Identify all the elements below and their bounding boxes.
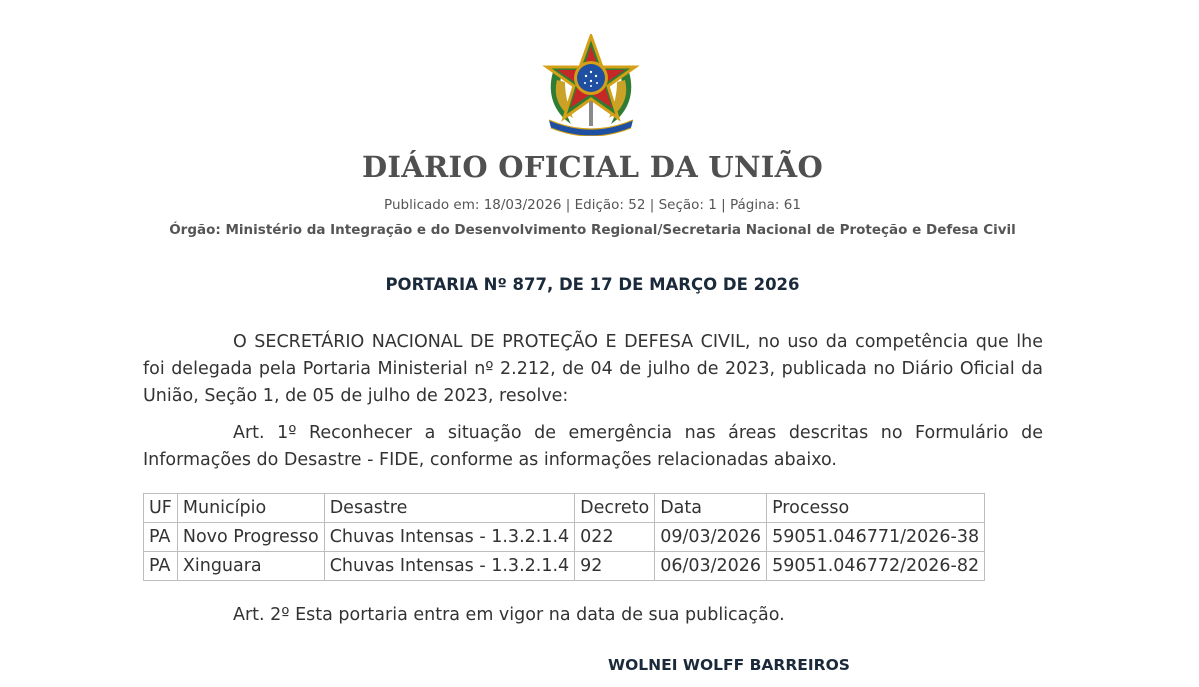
emergency-table <box>143 493 985 581</box>
table-row <box>144 523 985 552</box>
cell-municipio: Xinguara <box>177 552 324 581</box>
cell-municipio: Novo Progresso <box>177 523 324 552</box>
cell-decreto: 92 <box>575 552 655 581</box>
header-processo: Processo <box>767 494 985 523</box>
cell-decreto: 022 <box>575 523 655 552</box>
brazil-coat-of-arms-icon <box>541 34 641 136</box>
masthead-title: DIÁRIO OFICIAL DA UNIÃO <box>361 150 824 184</box>
article-2-paragraph: Art. 2º Esta portaria entra em vigor na data de sua publicação. <box>233 605 785 625</box>
cell-processo: 59051.046771/2026-38 <box>767 523 985 552</box>
table-row <box>144 552 985 581</box>
header-data: Data <box>655 494 767 523</box>
header-desastre: Desastre <box>324 494 574 523</box>
cell-processo: 59051.046772/2026-82 <box>767 552 985 581</box>
cell-desastre: Chuvas Intensas - 1.3.2.1.4 <box>324 552 574 581</box>
header-uf: UF <box>144 494 178 523</box>
cell-uf: PA <box>144 552 178 581</box>
preamble-paragraph: O SECRETÁRIO NACIONAL DE PROTEÇÃO E DEFESA CIVIL, no uso da competência que lhe foi delegada pela Portaria Ministerial nº 2.212, de 04 de julho de 2023, publicada no Diário Oficial da União, Seção 1, de 05 de julho de 2023, resolve: <box>143 332 1043 406</box>
orgao-line <box>0 222 1185 238</box>
signer-name: WOLNEI WOLFF BARREIROS <box>608 656 850 674</box>
header-municipio: Município <box>177 494 324 523</box>
publication-info: Publicado em: 18/03/2026 | Edição: 52 | Seção: 1 | Página: 61 <box>384 197 801 213</box>
header-decreto: Decreto <box>575 494 655 523</box>
table-header-row <box>144 494 985 523</box>
cell-data: 09/03/2026 <box>655 523 767 552</box>
orgao-label: Órgão: <box>169 222 221 238</box>
article-1-paragraph: Art. 1º Reconhecer a situação de emergência nas áreas descritas no Formulário de Informações do Desastre - FIDE, conforme as informações relacionadas abaixo. <box>143 423 1043 470</box>
act-title: PORTARIA Nº 877, DE 17 DE MARÇO DE 2026 <box>385 275 800 294</box>
cell-data: 06/03/2026 <box>655 552 767 581</box>
orgao-value: Ministério da Integração e do Desenvolvimento Regional/Secretaria Nacional de Proteção e Defesa Civil <box>225 222 1016 238</box>
cell-desastre: Chuvas Intensas - 1.3.2.1.4 <box>324 523 574 552</box>
cell-uf: PA <box>144 523 178 552</box>
